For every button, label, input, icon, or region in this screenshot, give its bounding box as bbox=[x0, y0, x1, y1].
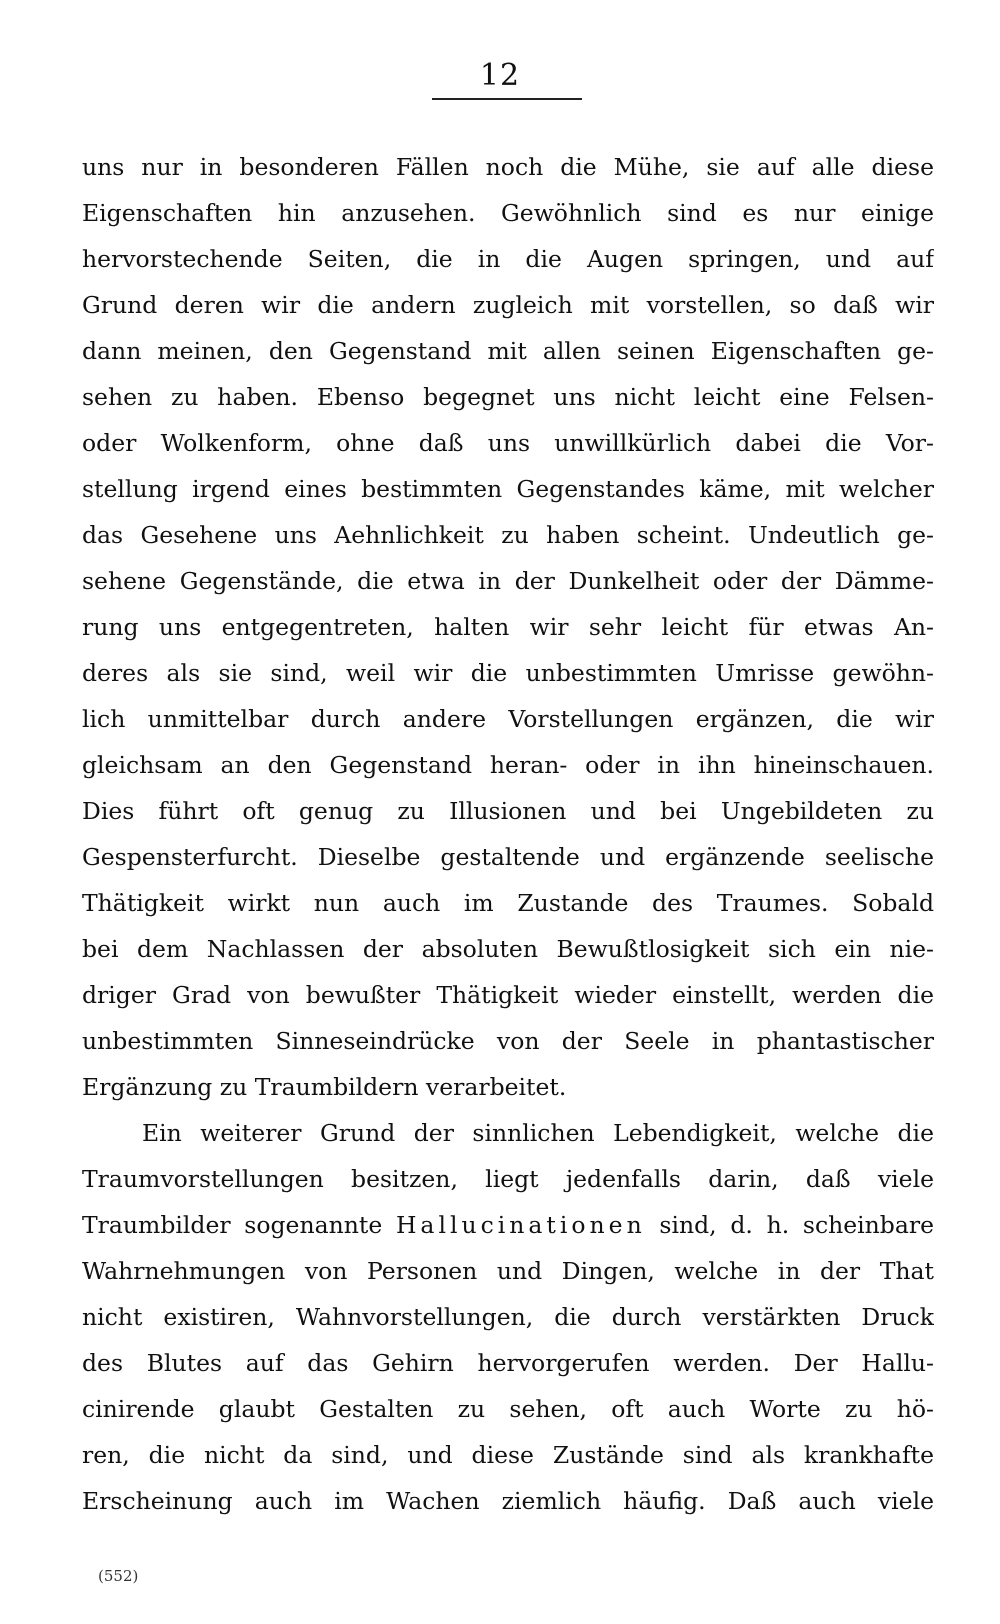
text-line: das Gesehene uns Aehnlichkeit zu haben scheint. Undeutlich ge- bbox=[82, 521, 934, 549]
text-line: bei dem Nachlassen der absoluten Bewußtlosigkeit sich ein nie- bbox=[82, 935, 934, 963]
text-line: deres als sie sind, weil wir die unbestimmten Umrisse gewöhn- bbox=[82, 659, 934, 687]
text-segment: Traumbilder sogenannte bbox=[82, 1211, 396, 1239]
text-line: gleichsam an den Gegenstand heran- oder in ihn hineinschauen. bbox=[82, 751, 934, 779]
page-number-rule bbox=[432, 98, 582, 100]
text-line: nicht existiren, Wahnvorstellungen, die durch verstärkten Druck bbox=[82, 1303, 934, 1331]
text-line: stellung irgend eines bestimmten Gegenstandes käme, mit welcher bbox=[82, 475, 934, 503]
text-line: uns nur in besonderen Fällen noch die Mühe, sie auf alle diese bbox=[82, 153, 934, 181]
printer-signature-mark: (552) bbox=[98, 1567, 139, 1585]
text-line: hervorstechende Seiten, die in die Augen springen, und auf bbox=[82, 245, 934, 273]
text-line: ren, die nicht da sind, und diese Zustände sind als krankhafte bbox=[82, 1441, 934, 1469]
text-line: Wahrnehmungen von Personen und Dingen, welche in der That bbox=[82, 1257, 934, 1285]
text-line: Erscheinung auch im Wachen ziemlich häufig. Daß auch viele bbox=[82, 1487, 934, 1515]
text-line: sehene Gegenstände, die etwa in der Dunkelheit oder der Dämme- bbox=[82, 567, 934, 595]
text-line: Ergänzung zu Traumbildern verarbeitet. bbox=[82, 1073, 567, 1101]
text-line: Gespensterfurcht. Dieselbe gestaltende und ergänzende seelische bbox=[82, 843, 934, 871]
text-line: Grund deren wir die andern zugleich mit vorstellen, so daß wir bbox=[82, 291, 934, 319]
text-line: rung uns entgegentreten, halten wir sehr leicht für etwas An- bbox=[82, 613, 934, 641]
text-line bbox=[82, 1202, 934, 1248]
text-line: oder Wolkenform, ohne daß uns unwillkürlich dabei die Vor- bbox=[82, 429, 934, 457]
text-line: lich unmittelbar durch andere Vorstellungen ergänzen, die wir bbox=[82, 705, 934, 733]
text-line: Dies führt oft genug zu Illusionen und bei Ungebildeten zu bbox=[82, 797, 934, 825]
text-line: sehen zu haben. Ebenso begegnet uns nicht leicht eine Felsen- bbox=[82, 383, 934, 411]
text-line: Eigenschaften hin anzusehen. Gewöhnlich sind es nur einige bbox=[82, 199, 934, 227]
emphasized-term: Hallucinationen bbox=[395, 1211, 646, 1239]
page-number: 12 bbox=[479, 58, 521, 93]
text-line: unbestimmten Sinneseindrücke von der Seele in phantastischer bbox=[82, 1027, 934, 1055]
text-line: Thätigkeit wirkt nun auch im Zustande des Traumes. Sobald bbox=[82, 889, 934, 917]
text-line: Ein weiterer Grund der sinnlichen Lebendigkeit, welche die bbox=[142, 1119, 934, 1147]
text-segment: sind, d. h. scheinbare bbox=[645, 1211, 934, 1239]
text-line: cinirende glaubt Gestalten zu sehen, oft auch Worte zu hö- bbox=[82, 1395, 934, 1423]
body-text bbox=[82, 144, 934, 1524]
text-line: Traumvorstellungen besitzen, liegt jedenfalls darin, daß viele bbox=[82, 1165, 934, 1193]
text-line: des Blutes auf das Gehirn hervorgerufen werden. Der Hallu- bbox=[82, 1349, 934, 1377]
text-line: dann meinen, den Gegenstand mit allen seinen Eigenschaften ge- bbox=[82, 337, 934, 365]
text-line: driger Grad von bewußter Thätigkeit wieder einstellt, werden die bbox=[82, 981, 934, 1009]
